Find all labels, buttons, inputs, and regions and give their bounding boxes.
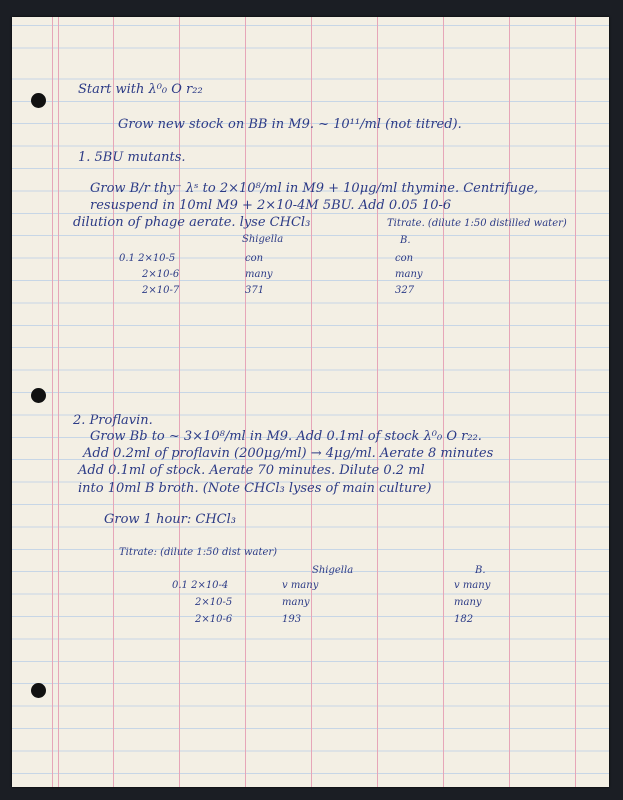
shigella-cell: v many [282, 580, 319, 591]
col-shigella: Shigella [312, 565, 354, 576]
section-1-line: Grow B/r thy⁻ λˢ to 2×10⁸/ml in M9 + 10μg/ml thymine. Centrifuge, [90, 181, 539, 196]
b-cell: many [395, 269, 423, 280]
section-1-line: resuspend in 10ml M9 + 2×10-4M 5BU. Add 0.05 10-6 [90, 198, 452, 213]
b-cell: v many [454, 580, 491, 591]
grow-hour: Grow 1 hour: CHCl₃ [104, 512, 236, 527]
margin-line [58, 17, 59, 787]
binder-hole [31, 388, 46, 403]
heading: Start with λ⁰₀ O r₂₂ [78, 82, 203, 97]
shigella-cell: con [245, 253, 264, 264]
section-2-line: Add 0.2ml of proflavin (200μg/ml) → 4μg/ml. Aerate 8 minutes [83, 446, 494, 461]
vertical-rule [443, 17, 444, 787]
vertical-rule [245, 17, 246, 787]
vertical-rule [113, 17, 114, 787]
vertical-rule [575, 17, 576, 787]
dilution-cell: 0.1 2×10-5 [119, 253, 176, 264]
section-2-line: into 10ml B broth. (Note CHCl₃ lyses of main culture) [78, 481, 432, 496]
margin-line [52, 17, 53, 787]
shigella-cell: many [282, 597, 310, 608]
vertical-rule [179, 17, 180, 787]
vertical-rule [377, 17, 378, 787]
dilution-cell: 2×10-6 [195, 614, 233, 625]
section-1-line: dilution of phage aerate. lyse CHCl₃ [73, 215, 311, 230]
section-2-titrate: Titrate: (dilute 1:50 dist water) [119, 547, 278, 558]
shigella-cell: 193 [282, 614, 302, 625]
b-cell: many [454, 597, 482, 608]
shigella-cell: 371 [245, 285, 265, 296]
grow-note: Grow new stock on BB in M9. ~ 10¹¹/ml (not titred). [118, 117, 462, 132]
binder-hole [31, 93, 46, 108]
notebook-page [12, 17, 609, 787]
dilution-cell: 2×10-6 [142, 269, 180, 280]
b-cell: 327 [395, 285, 415, 296]
dilution-cell: 0.1 2×10-4 [172, 580, 229, 591]
b-cell: con [395, 253, 414, 264]
section-2-title: 2. Proflavin. [73, 413, 153, 428]
vertical-rule [509, 17, 510, 787]
section-1-title: 1. 5BU mutants. [78, 150, 186, 165]
dilution-cell: 2×10-7 [142, 285, 180, 296]
section-1-titrate: Titrate. (dilute 1:50 distilled water) [387, 218, 567, 229]
binder-hole [31, 683, 46, 698]
section-2-line: Add 0.1ml of stock. Aerate 70 minutes. Dilute 0.2 ml [78, 463, 425, 478]
col-b: B. [475, 565, 486, 576]
b-cell: 182 [454, 614, 474, 625]
section-2-line: Grow Bb to ~ 3×10⁸/ml in M9. Add 0.1ml of stock λ⁰₀ O r₂₂. [90, 429, 482, 444]
col-shigella: Shigella [242, 234, 284, 245]
shigella-cell: many [245, 269, 273, 280]
col-b: B. [400, 235, 411, 246]
vertical-rule [311, 17, 312, 787]
dilution-cell: 2×10-5 [195, 597, 233, 608]
